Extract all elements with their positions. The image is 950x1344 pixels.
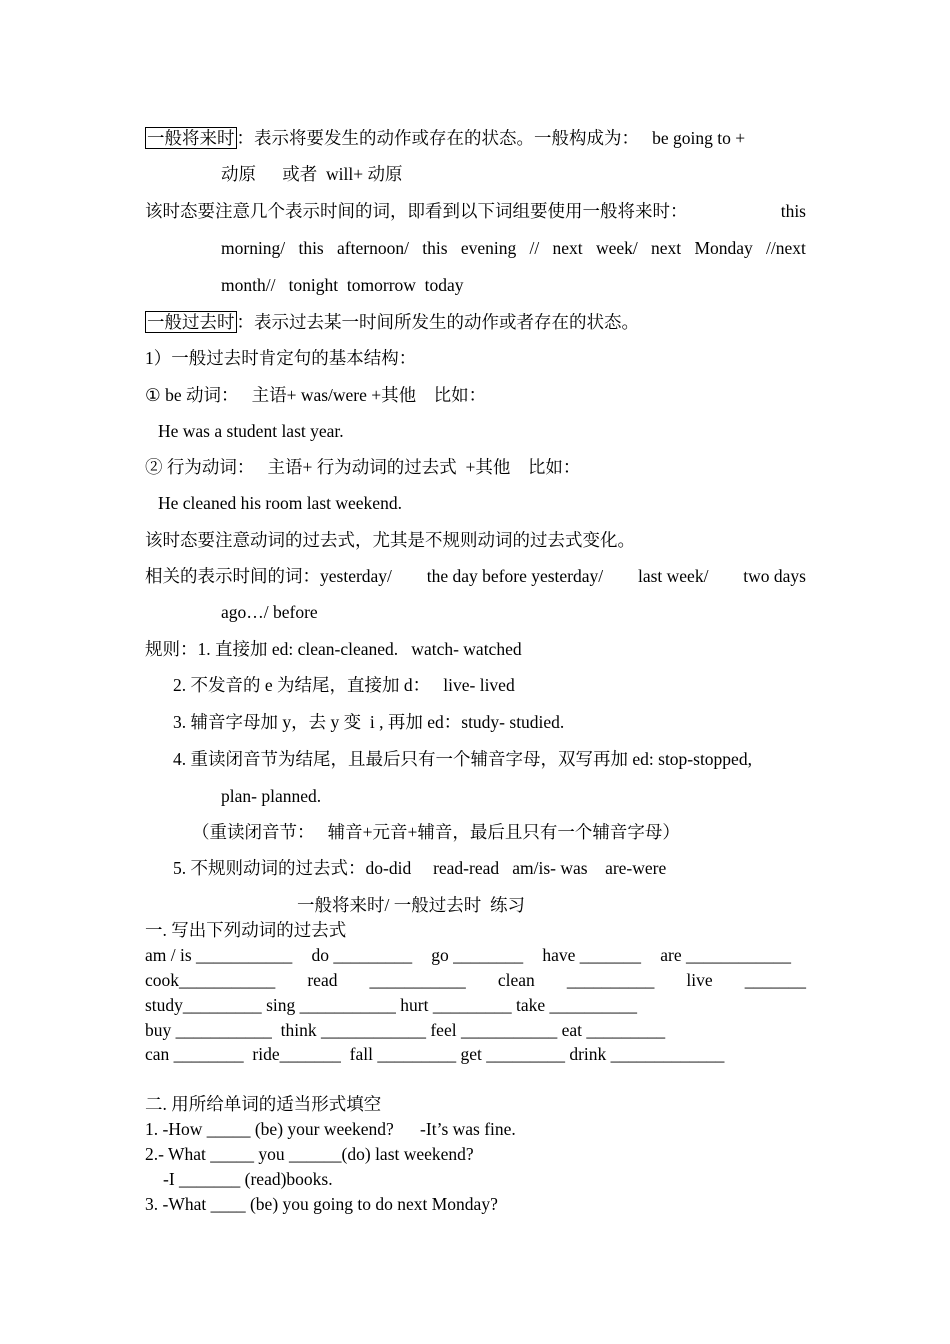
future-term: 一般将来时 (147, 128, 235, 148)
time-word: last week/ (637, 566, 709, 586)
time-word: week/ (595, 238, 638, 258)
question-2[interactable]: 2.- What _____ you ______(do) last weekend? (145, 1144, 474, 1164)
verb-blank[interactable]: think ____________ (280, 1020, 426, 1040)
future-note-this: this (780, 201, 806, 221)
future-definition-cont: 动原 或者 will+ 动原 (221, 164, 403, 184)
rule-5: 5. 不规则动词的过去式：do-did read-read am/is- was are-were (173, 858, 667, 878)
question-1[interactable]: 1. -How _____ (be) your weekend? -It’s was fine. (145, 1119, 516, 1139)
verb-blank[interactable]: can ________ (145, 1044, 244, 1064)
verb-blank[interactable]: study_________ (145, 995, 262, 1015)
verb-blank[interactable]: eat _________ (561, 1020, 666, 1040)
verb-blank[interactable]: take __________ (515, 995, 637, 1015)
verb-blank[interactable]: feel ___________ (430, 1020, 558, 1040)
rule-1: 规则：1. 直接加 ed: clean-cleaned. watch- watched (145, 639, 522, 659)
verb-row (145, 944, 791, 966)
future-definition (145, 127, 745, 149)
verb-blank[interactable]: cook___________ (145, 970, 276, 990)
verb-blank[interactable]: ride_______ (252, 1044, 341, 1064)
verb-blank[interactable]: am / is ___________ (145, 945, 293, 965)
verb-blank[interactable]: fall _________ (349, 1044, 457, 1064)
verb-blank[interactable]: have _______ (542, 945, 642, 965)
verb-label: live (686, 970, 713, 990)
rule-2: 2. 不发音的 e 为结尾，直接加 d： live- lived (173, 675, 515, 695)
time-word: Monday (694, 238, 753, 258)
past-be-example: He was a student last year. (158, 421, 344, 441)
rule-4-cont: plan- planned. (221, 786, 322, 806)
rule-3: 3. 辅音字母加 y，去 y 变 i , 再加 ed：study- studied. (173, 712, 565, 732)
verb-blank[interactable]: sing ___________ (266, 995, 396, 1015)
verb-blank[interactable]: do _________ (311, 945, 413, 965)
past-action-example: He cleaned his room last weekend. (158, 493, 402, 513)
past-term: 一般过去时 (147, 312, 235, 332)
past-structure-title: 1）一般过去时肯定句的基本结构： (145, 348, 417, 368)
time-word: this (298, 238, 324, 258)
past-time-words (145, 565, 806, 587)
verb-blank[interactable]: are ____________ (660, 945, 791, 965)
time-word: 相关的表示时间的词：yesterday/ (145, 566, 392, 586)
future-note-line3: month// tonight tomorrow today (221, 275, 464, 295)
time-word: morning/ (221, 238, 286, 258)
exercise-title: 一般将来时/ 一般过去时 练习 (297, 895, 525, 915)
verb-row (145, 1019, 665, 1041)
past-action-rule: ② 行为动词： 主语+ 行为动词的过去式 +其他 比如： (145, 457, 581, 477)
past-note: 该时态要注意动词的过去式，尤其是不规则动词的过去式变化。 (145, 530, 635, 550)
past-time-words-cont: ago…/ before (221, 602, 318, 622)
verb-blank[interactable]: __________ (566, 970, 655, 990)
time-word: this (422, 238, 448, 258)
rule-4: 4. 重读闭音节为结尾，且最后只有一个辅音字母，双写再加 ed: stop-stopped, (173, 749, 752, 769)
time-word: two days (743, 566, 806, 586)
time-word: afternoon/ (337, 238, 409, 258)
verb-row (145, 969, 806, 991)
future-def-text: ：表示将要发生的动作或存在的状态。一般构成为： be going to + (236, 128, 746, 148)
verb-blank[interactable]: buy ___________ (145, 1020, 272, 1040)
past-definition (145, 311, 639, 333)
verb-label: read (307, 970, 338, 990)
time-word: next (651, 238, 682, 258)
verb-row (145, 1043, 724, 1065)
verb-blank[interactable]: ___________ (369, 970, 466, 990)
verb-blank[interactable]: _______ (744, 970, 806, 990)
verb-blank[interactable]: drink _____________ (569, 1044, 725, 1064)
time-word: evening (460, 238, 517, 258)
question-3[interactable]: 3. -What ____ (be) you going to do next Monday? (145, 1194, 498, 1214)
part1-title: 一. 写出下列动词的过去式 (145, 920, 347, 940)
question-2-answer[interactable]: -I _______ (read)books. (163, 1169, 333, 1189)
future-note (145, 200, 806, 222)
future-note-line2 (221, 237, 806, 259)
past-def-text: ：表示过去某一时间所发生的动作或者存在的状态。 (236, 312, 639, 332)
part2-title: 二. 用所给单词的适当形式填空 (145, 1094, 382, 1114)
time-word: the day before yesterday/ (426, 566, 604, 586)
future-note-intro: 该时态要注意几个表示时间的词，即看到以下词组要使用一般将来时： (145, 201, 688, 221)
verb-blank[interactable]: hurt _________ (400, 995, 512, 1015)
verb-label: clean (497, 970, 535, 990)
past-be-rule: ① be 动词： 主语+ was/were +其他 比如： (145, 385, 487, 405)
time-word: next (552, 238, 583, 258)
verb-blank[interactable]: go ________ (431, 945, 524, 965)
verb-blank[interactable]: get _________ (460, 1044, 565, 1064)
time-word: //next (766, 238, 806, 258)
rule-note: （重读闭音节： 辅音+元音+辅音，最后且只有一个辅音字母） (192, 822, 680, 842)
time-word: // (529, 238, 540, 258)
verb-row (145, 994, 637, 1016)
